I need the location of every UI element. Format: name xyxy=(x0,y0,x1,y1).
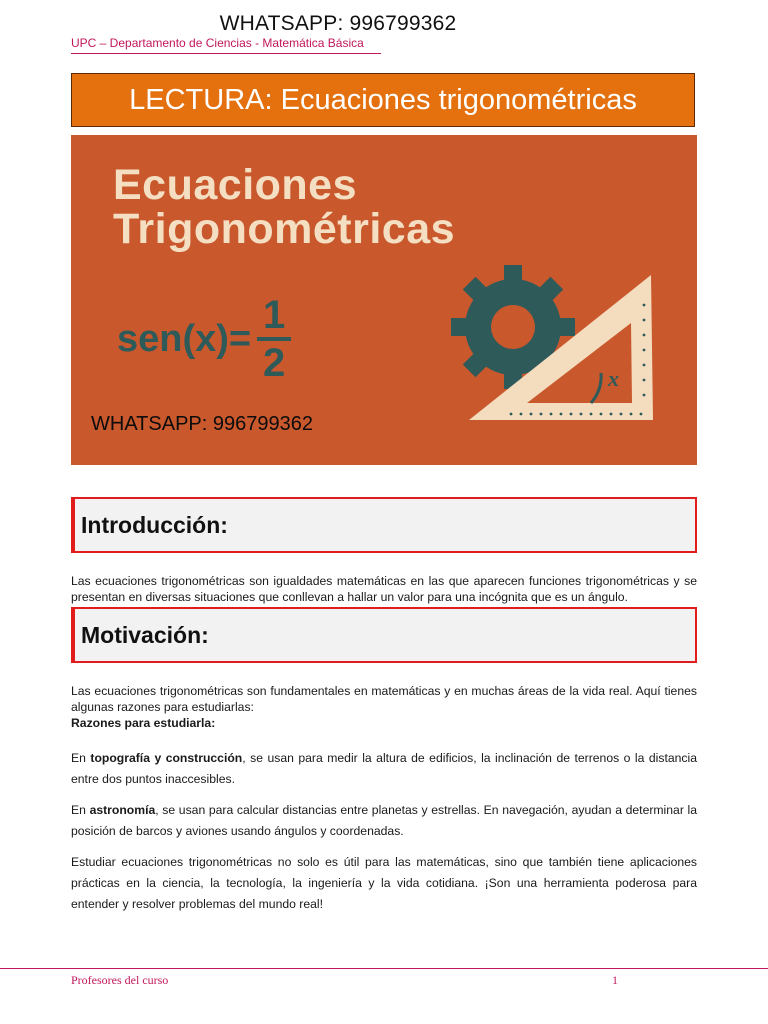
banner-title-line2: Trigonométricas xyxy=(113,205,456,253)
reason-astronomy-paragraph xyxy=(71,800,697,842)
formula-fraction xyxy=(257,295,291,383)
fraction-numerator: 1 xyxy=(263,293,286,337)
gear-and-ruler-illustration xyxy=(441,265,681,465)
reason-topography-keyword: topografía y construcción xyxy=(90,751,243,765)
intro-heading-text: Introducción: xyxy=(81,511,228,538)
banner-title-line1: Ecuaciones xyxy=(113,161,357,209)
intro-heading xyxy=(71,497,697,553)
page-header: UPC – Departamento de Ciencias - Matemática Básica xyxy=(71,36,364,50)
reason-topography-text: , se usan para medir la altura de edificios, la inclinación de terrenos o la distancia entre dos puntos inaccesibles. xyxy=(71,751,697,786)
motivation-heading-text: Motivación: xyxy=(81,621,209,648)
reason-astronomy-text: , se usan para calcular distancias entre planetas y estrellas. En navegación, ayudan a determinar la posición de barcos y aviones usando ángulos y coordenadas. xyxy=(71,803,698,838)
angle-label: x xyxy=(608,366,619,391)
cover-image xyxy=(71,135,697,465)
banner-title xyxy=(113,163,455,251)
banner-formula xyxy=(117,295,291,383)
whatsapp-top-banner: WHATSAPP: 996799362 xyxy=(219,12,457,35)
footer-divider xyxy=(0,968,768,969)
motivation-heading xyxy=(71,607,697,663)
intro-paragraph: Las ecuaciones trigonométricas son igualdades matemáticas en las que aparecen funciones trigonométricas y se presentan en diversas situaciones que conllevan a hallar un valor para una incógnita que es un ángulo. xyxy=(71,574,697,604)
motivation-intro-text: Las ecuaciones trigonométricas son fundamentales en matemáticas y en muchas áreas de la vida real. Aquí tienes algunas razones para estudiarlas: xyxy=(71,684,697,714)
banner-whatsapp: WHATSAPP: 996799362 xyxy=(91,413,313,435)
footer-text: Profesores del curso xyxy=(71,973,169,987)
header-divider xyxy=(71,53,381,54)
reasons-heading: Razones para estudiarla: xyxy=(71,716,216,730)
reason-prefix: En xyxy=(71,751,91,765)
reason-prefix: En xyxy=(71,803,90,817)
document-title: LECTURA: Ecuaciones trigonométricas xyxy=(71,73,695,127)
reason-astronomy-keyword: astronomía xyxy=(89,803,156,817)
conclusion-paragraph: Estudiar ecuaciones trigonométricas no solo es útil para las matemáticas, sino que también tiene aplicaciones prácticas en la ciencia, la tecnología, la ingeniería y la vida cotidiana. ¡Son una herramienta poderosa para entender y resolver problemas del mundo real! xyxy=(71,855,697,911)
page-number: 1 xyxy=(612,973,618,987)
fraction-denominator: 2 xyxy=(263,341,286,385)
motivation-intro-paragraph xyxy=(71,683,697,731)
reason-topography-paragraph xyxy=(71,748,697,790)
formula-lhs: sen(x)= xyxy=(117,317,252,360)
